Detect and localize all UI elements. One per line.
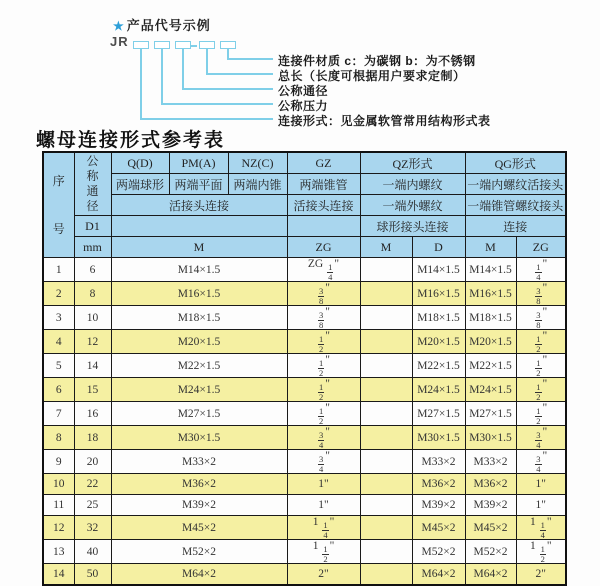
cell-qz-m bbox=[360, 474, 412, 495]
cell-seq: 4 bbox=[43, 330, 74, 354]
nut-connection-table bbox=[42, 151, 567, 586]
header-seq: 序号 bbox=[43, 152, 74, 258]
cell-qg-m: M30×1.5 bbox=[465, 426, 516, 450]
cell-m: M30×1.5 bbox=[111, 426, 287, 450]
cell-qg-zg: $\frac{3}{8}$ " bbox=[516, 282, 566, 306]
cell-qz-d: M20×1.5 bbox=[412, 330, 465, 354]
connector-line bbox=[140, 118, 273, 120]
cell-qz-d: M16×1.5 bbox=[412, 282, 465, 306]
cell-seq: 14 bbox=[43, 564, 74, 586]
cell-qg-zg: 2" bbox=[516, 564, 566, 586]
table-row bbox=[43, 495, 566, 516]
cell-seq: 2 bbox=[43, 282, 74, 306]
cell-qz-d: M22×1.5 bbox=[412, 354, 465, 378]
header-zg: ZG bbox=[287, 237, 360, 258]
cell-dn: 32 bbox=[74, 516, 111, 540]
table-row bbox=[43, 516, 566, 540]
cell-dn: 22 bbox=[74, 474, 111, 495]
cell-qz-m bbox=[360, 258, 412, 282]
cell-zg: $\frac{1}{2}$ " bbox=[287, 378, 360, 402]
label-nominal-pressure: 公称压力 bbox=[278, 99, 329, 113]
cell-qg-zg: $\frac{3}{4}$ " bbox=[516, 450, 566, 474]
cell-dn: 10 bbox=[74, 306, 111, 330]
cell-qz-d: M18×1.5 bbox=[412, 306, 465, 330]
label-material: 连接件材质 c：为碳钢 b：为不锈钢 bbox=[278, 54, 476, 68]
connector-line bbox=[227, 58, 273, 60]
header-qz-conn: 球形接头连接 bbox=[360, 216, 465, 237]
header-mm: mm bbox=[74, 237, 111, 258]
header-qg-zg: ZG bbox=[516, 237, 566, 258]
connector-line bbox=[161, 49, 163, 104]
cell-qg-m: M64×2 bbox=[465, 564, 516, 586]
cell-qg-m: M27×1.5 bbox=[465, 402, 516, 426]
cell-m: M45×2 bbox=[111, 516, 287, 540]
cell-qz-m bbox=[360, 282, 412, 306]
header-qz-d: D bbox=[412, 237, 465, 258]
header-qz-m: M bbox=[360, 237, 412, 258]
cell-qz-m bbox=[360, 516, 412, 540]
table-row bbox=[43, 402, 566, 426]
cell-dn: 12 bbox=[74, 330, 111, 354]
header-blank-left bbox=[111, 216, 287, 237]
cell-dn: 40 bbox=[74, 540, 111, 564]
code-box-2 bbox=[154, 41, 170, 49]
header-col-qz: QZ形式 bbox=[360, 152, 465, 174]
cell-m: M18×1.5 bbox=[111, 306, 287, 330]
table-row bbox=[43, 474, 566, 495]
cell-zg: 2" bbox=[287, 564, 360, 586]
cell-zg: $\frac{1}{2}$ " bbox=[287, 402, 360, 426]
cell-qg-zg: $\frac{1}{2}$ " bbox=[516, 354, 566, 378]
table-row bbox=[43, 330, 566, 354]
cell-qg-m: M39×2 bbox=[465, 495, 516, 516]
code-box-1 bbox=[133, 41, 149, 49]
cell-qg-zg: 1 $\frac{1}{2}$ " bbox=[516, 540, 566, 564]
cell-m: M33×2 bbox=[111, 450, 287, 474]
cell-qg-zg: $\frac{1}{4}$ " bbox=[516, 258, 566, 282]
cell-qg-m: M22×1.5 bbox=[465, 354, 516, 378]
table-row bbox=[43, 378, 566, 402]
header-qg-desc1: 一端内螺纹活接头 bbox=[465, 174, 566, 195]
cell-m: M64×2 bbox=[111, 564, 287, 586]
table-row bbox=[43, 306, 566, 330]
cell-qz-d: M52×2 bbox=[412, 540, 465, 564]
header-pm-desc: 两端平面 bbox=[169, 174, 228, 195]
cell-qz-d: M45×2 bbox=[412, 516, 465, 540]
cell-qg-m: M18×1.5 bbox=[465, 306, 516, 330]
header-gz-desc: 两端锥管 bbox=[287, 174, 360, 195]
table-body bbox=[43, 258, 566, 586]
table-row bbox=[43, 540, 566, 564]
header-gz-conn: 活接头连接 bbox=[287, 195, 360, 216]
cell-zg: $\frac{3}{8}$ " bbox=[287, 282, 360, 306]
cell-zg: 1" bbox=[287, 495, 360, 516]
cell-qg-zg: $\frac{1}{2}$ " bbox=[516, 330, 566, 354]
table-row bbox=[43, 258, 566, 282]
connector-line bbox=[161, 103, 273, 105]
cell-zg: $\frac{1}{2}$ " bbox=[287, 330, 360, 354]
cell-qz-m bbox=[360, 402, 412, 426]
connector-line bbox=[206, 73, 273, 75]
cell-qg-zg: $\frac{1}{2}$ " bbox=[516, 378, 566, 402]
code-prefix: JR bbox=[110, 34, 129, 49]
cell-zg: ZG $\frac{1}{4}$ " bbox=[287, 258, 360, 282]
cell-dn: 6 bbox=[74, 258, 111, 282]
table-title: 螺母连接形式参考表 bbox=[36, 130, 226, 151]
cell-qg-zg: 1" bbox=[516, 495, 566, 516]
header-col-nz: NZ(C) bbox=[228, 152, 287, 174]
cell-m: M20×1.5 bbox=[111, 330, 287, 354]
cell-zg: 1" bbox=[287, 474, 360, 495]
cell-qg-m: M33×2 bbox=[465, 450, 516, 474]
cell-qg-m: M36×2 bbox=[465, 474, 516, 495]
header-qz-desc2: 一端外螺纹 bbox=[360, 195, 465, 216]
cell-qz-d: M64×2 bbox=[412, 564, 465, 586]
table-row bbox=[43, 450, 566, 474]
cell-qz-m bbox=[360, 354, 412, 378]
connector-line bbox=[182, 88, 273, 90]
cell-qz-m bbox=[360, 495, 412, 516]
cell-qg-m: M16×1.5 bbox=[465, 282, 516, 306]
label-nominal-diameter: 公称通径 bbox=[278, 84, 329, 98]
header-q-desc: 两端球形 bbox=[111, 174, 169, 195]
cell-qz-m bbox=[360, 540, 412, 564]
cell-m: M16×1.5 bbox=[111, 282, 287, 306]
cell-zg: 1 $\frac{1}{4}$ " bbox=[287, 516, 360, 540]
cell-dn: 18 bbox=[74, 426, 111, 450]
cell-zg: $\frac{3}{4}$ " bbox=[287, 426, 360, 450]
cell-dn: 20 bbox=[74, 450, 111, 474]
table-header bbox=[43, 152, 566, 258]
connector-line bbox=[140, 49, 142, 119]
cell-qz-m bbox=[360, 450, 412, 474]
cell-qg-m: M52×2 bbox=[465, 540, 516, 564]
header-col-pm: PM(A) bbox=[169, 152, 228, 174]
connector-line bbox=[206, 49, 208, 74]
header-col-q: Q(D) bbox=[111, 152, 169, 174]
cell-qz-m bbox=[360, 330, 412, 354]
cell-seq: 8 bbox=[43, 426, 74, 450]
code-dash bbox=[191, 45, 197, 47]
cell-seq: 11 bbox=[43, 495, 74, 516]
table-row bbox=[43, 354, 566, 378]
cell-dn: 8 bbox=[74, 282, 111, 306]
header-qg-m: M bbox=[465, 237, 516, 258]
header-blank-gz bbox=[287, 216, 360, 237]
cell-seq: 6 bbox=[43, 378, 74, 402]
cell-seq: 7 bbox=[43, 402, 74, 426]
header-union-conn: 活接头连接 bbox=[111, 195, 287, 216]
cell-qg-zg: 1" bbox=[516, 474, 566, 495]
connector-line bbox=[182, 49, 184, 89]
cell-seq: 9 bbox=[43, 450, 74, 474]
table-row bbox=[43, 282, 566, 306]
code-box-4 bbox=[199, 41, 215, 49]
header-qz-desc1: 一端内螺纹 bbox=[360, 174, 465, 195]
cell-dn: 50 bbox=[74, 564, 111, 586]
cell-qg-zg: $\frac{3}{4}$ " bbox=[516, 426, 566, 450]
cell-zg: $\frac{3}{4}$ " bbox=[287, 450, 360, 474]
cell-zg: 1 $\frac{1}{2}$ " bbox=[287, 540, 360, 564]
cell-qz-d: M24×1.5 bbox=[412, 378, 465, 402]
cell-qg-m: M45×2 bbox=[465, 516, 516, 540]
header-nz-desc: 两端内锥 bbox=[228, 174, 287, 195]
cell-m: M22×1.5 bbox=[111, 354, 287, 378]
cell-seq: 12 bbox=[43, 516, 74, 540]
cell-dn: 16 bbox=[74, 402, 111, 426]
code-box-3 bbox=[175, 41, 191, 49]
cell-qg-m: M24×1.5 bbox=[465, 378, 516, 402]
cell-m: M39×2 bbox=[111, 495, 287, 516]
diagram-heading bbox=[113, 15, 211, 34]
cell-qz-m bbox=[360, 378, 412, 402]
table-row bbox=[43, 426, 566, 450]
header-qg-desc2: 一端锥管螺纹接头 bbox=[465, 195, 566, 216]
cell-qg-m: M14×1.5 bbox=[465, 258, 516, 282]
cell-qz-d: M39×2 bbox=[412, 495, 465, 516]
cell-qg-zg: 1 $\frac{1}{4}$ " bbox=[516, 516, 566, 540]
cell-seq: 13 bbox=[43, 540, 74, 564]
cell-qg-m: M20×1.5 bbox=[465, 330, 516, 354]
star-icon: ★ bbox=[113, 19, 125, 33]
cell-qg-zg: $\frac{1}{2}$ " bbox=[516, 402, 566, 426]
diagram-heading-text: 产品代号示例 bbox=[126, 18, 211, 33]
cell-zg: $\frac{3}{8}$ " bbox=[287, 306, 360, 330]
cell-qz-d: M14×1.5 bbox=[412, 258, 465, 282]
cell-qg-zg: $\frac{3}{8}$ " bbox=[516, 306, 566, 330]
cell-m: M36×2 bbox=[111, 474, 287, 495]
label-connection-type: 连接形式：见金属软管常用结构形式表 bbox=[278, 114, 491, 128]
label-total-length: 总长（长度可根据用户要求定制） bbox=[278, 69, 466, 83]
cell-qz-m bbox=[360, 426, 412, 450]
cell-qz-d: M30×1.5 bbox=[412, 426, 465, 450]
cell-qz-d: M33×2 bbox=[412, 450, 465, 474]
cell-m: M27×1.5 bbox=[111, 402, 287, 426]
cell-m: M14×1.5 bbox=[111, 258, 287, 282]
cell-seq: 10 bbox=[43, 474, 74, 495]
header-col-qg: QG形式 bbox=[465, 152, 566, 174]
header-m: M bbox=[111, 237, 287, 258]
header-col-gz: GZ bbox=[287, 152, 360, 174]
cell-m: M24×1.5 bbox=[111, 378, 287, 402]
header-qg-conn: 连接 bbox=[465, 216, 566, 237]
header-nominal: 公称通径 bbox=[74, 152, 111, 216]
cell-m: M52×2 bbox=[111, 540, 287, 564]
cell-seq: 5 bbox=[43, 354, 74, 378]
cell-dn: 15 bbox=[74, 378, 111, 402]
cell-qz-m bbox=[360, 306, 412, 330]
cell-seq: 1 bbox=[43, 258, 74, 282]
cell-dn: 25 bbox=[74, 495, 111, 516]
cell-seq: 3 bbox=[43, 306, 74, 330]
cell-qz-d: M27×1.5 bbox=[412, 402, 465, 426]
cell-zg: $\frac{1}{2}$ " bbox=[287, 354, 360, 378]
header-d1: D1 bbox=[74, 216, 111, 237]
cell-dn: 14 bbox=[74, 354, 111, 378]
cell-qz-d: M36×2 bbox=[412, 474, 465, 495]
code-box-5 bbox=[220, 41, 236, 49]
